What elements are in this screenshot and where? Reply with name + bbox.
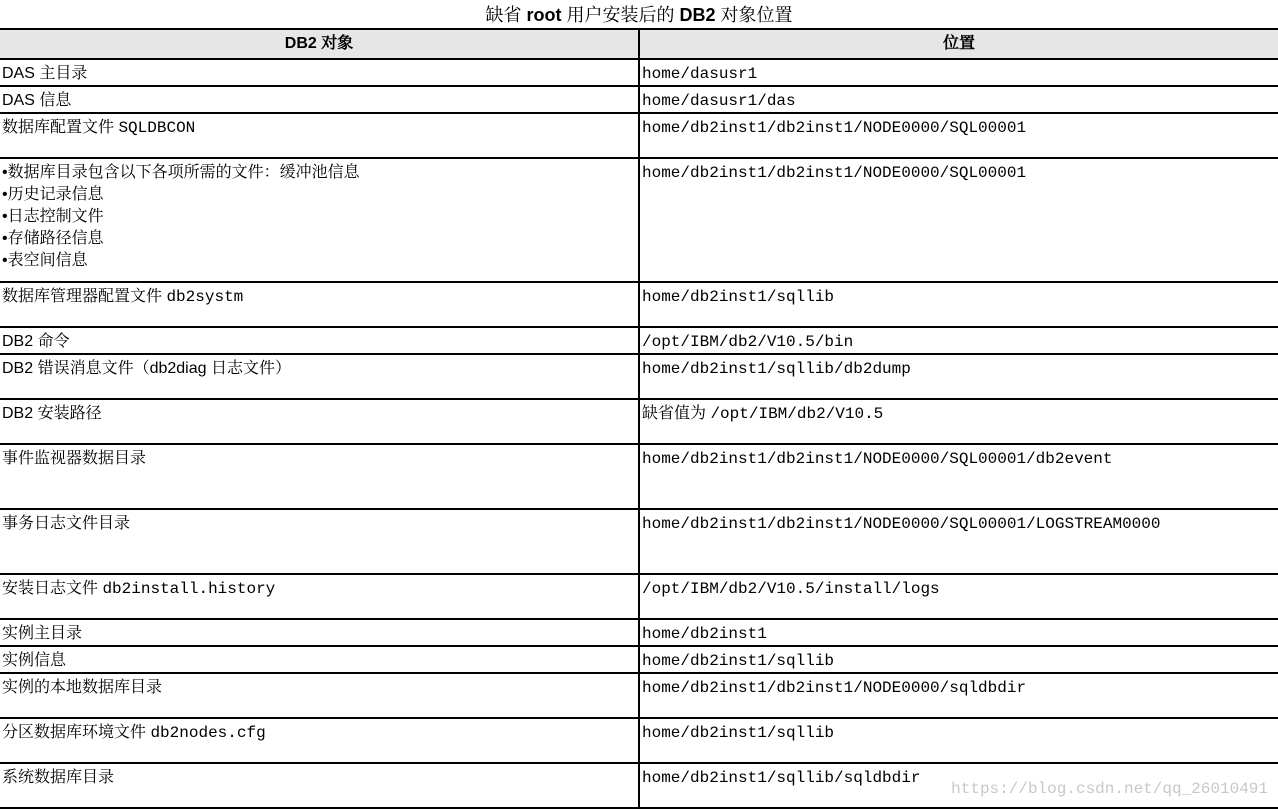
object-cell bbox=[0, 327, 639, 354]
object-cell bbox=[0, 509, 639, 574]
object-text: DAS 信息 bbox=[2, 92, 72, 109]
object-text: 数据库管理器配置文件 bbox=[2, 288, 167, 305]
table-body bbox=[0, 59, 1278, 808]
location-cell bbox=[639, 444, 1278, 509]
table-row bbox=[0, 509, 1278, 574]
object-cell bbox=[0, 718, 639, 763]
object-cell bbox=[0, 59, 639, 86]
location-path: home/db2inst1/sqllib/db2dump bbox=[642, 360, 911, 378]
location-path: /opt/IBM/db2/V10.5/install/logs bbox=[642, 580, 940, 598]
location-cell bbox=[639, 86, 1278, 113]
title-prefix: 缺省 bbox=[485, 5, 527, 25]
object-text: DB2 命令 bbox=[2, 333, 70, 350]
table-row bbox=[0, 59, 1278, 86]
object-text: 数据库配置文件 bbox=[2, 119, 119, 136]
db2-object-table bbox=[0, 28, 1278, 809]
column-header-location: 位置 bbox=[639, 29, 1278, 59]
title-db2: DB2 bbox=[679, 5, 716, 25]
table-row bbox=[0, 646, 1278, 673]
object-cell bbox=[0, 619, 639, 646]
object-cell bbox=[0, 282, 639, 327]
location-path: home/db2inst1/sqllib bbox=[642, 288, 835, 306]
object-text: •日志控制文件 bbox=[2, 208, 104, 225]
object-cell bbox=[0, 763, 639, 808]
object-cell bbox=[0, 158, 639, 282]
location-cell bbox=[639, 509, 1278, 574]
object-text: 实例信息 bbox=[2, 652, 67, 669]
object-cell bbox=[0, 399, 639, 444]
location-path: home/db2inst1/sqllib bbox=[642, 724, 835, 742]
watermark: https://blog.csdn.net/qq_26010491 bbox=[951, 780, 1268, 798]
table-row bbox=[0, 86, 1278, 113]
object-text: DAS 主目录 bbox=[2, 65, 88, 82]
object-cell bbox=[0, 113, 639, 158]
location-cell bbox=[639, 282, 1278, 327]
object-text: 实例主目录 bbox=[2, 625, 83, 642]
object-cell bbox=[0, 86, 639, 113]
table-row bbox=[0, 113, 1278, 158]
location-cell bbox=[639, 113, 1278, 158]
object-text: SQLDBCON bbox=[118, 119, 196, 137]
table-row bbox=[0, 158, 1278, 282]
location-cell bbox=[639, 399, 1278, 444]
table-row bbox=[0, 574, 1278, 619]
table-title bbox=[0, 0, 1278, 28]
location-cell bbox=[639, 619, 1278, 646]
table-row bbox=[0, 444, 1278, 509]
object-text: db2systm bbox=[166, 288, 244, 306]
title-middle: 用户安装后的 bbox=[561, 5, 680, 25]
object-cell bbox=[0, 444, 639, 509]
object-text: DB2 安装路径 bbox=[2, 405, 102, 422]
object-cell bbox=[0, 354, 639, 399]
object-text: 事件监视器数据目录 bbox=[2, 450, 147, 467]
location-path: home/dasusr1/das bbox=[642, 92, 796, 110]
location-cell bbox=[639, 718, 1278, 763]
location-path: home/db2inst1/sqllib bbox=[642, 652, 835, 670]
object-text: 实例的本地数据库目录 bbox=[2, 679, 163, 696]
object-text: 事务日志文件目录 bbox=[2, 515, 131, 532]
location-path: home/db2inst1/db2inst1/NODE0000/SQL00001/LOGSTREAM0000 bbox=[642, 515, 1161, 533]
object-text: 系统数据库目录 bbox=[2, 769, 115, 786]
location-path: home/db2inst1/db2inst1/NODE0000/SQL00001/db2event bbox=[642, 450, 1113, 468]
title-suffix: 对象位置 bbox=[715, 5, 793, 25]
title-root: root bbox=[526, 5, 562, 25]
object-text: •存储路径信息 bbox=[2, 230, 104, 247]
table-row bbox=[0, 718, 1278, 763]
table-row bbox=[0, 354, 1278, 399]
object-text: •表空间信息 bbox=[2, 252, 88, 269]
object-text: DB2 错误消息文件（db2diag 日志文件） bbox=[2, 360, 291, 377]
object-text: 分区数据库环境文件 bbox=[2, 724, 151, 741]
object-cell bbox=[0, 673, 639, 718]
table-row bbox=[0, 327, 1278, 354]
object-text: db2install.history bbox=[102, 580, 276, 598]
location-cell bbox=[639, 673, 1278, 718]
location-cell bbox=[639, 354, 1278, 399]
table-row bbox=[0, 673, 1278, 718]
location-path: home/db2inst1/db2inst1/NODE0000/sqldbdir bbox=[642, 679, 1027, 697]
location-prefix: 缺省值为 bbox=[642, 405, 711, 422]
location-path: home/db2inst1/db2inst1/NODE0000/SQL00001 bbox=[642, 119, 1027, 137]
location-path: /opt/IBM/db2/V10.5 bbox=[710, 405, 884, 423]
object-text: 安装日志文件 bbox=[2, 580, 103, 597]
object-cell bbox=[0, 574, 639, 619]
column-header-object: DB2 对象 bbox=[0, 29, 639, 59]
location-cell bbox=[639, 646, 1278, 673]
table-row bbox=[0, 282, 1278, 327]
object-text: db2nodes.cfg bbox=[150, 724, 266, 742]
location-path: home/db2inst1/db2inst1/NODE0000/SQL00001 bbox=[642, 164, 1027, 182]
location-cell bbox=[639, 327, 1278, 354]
location-cell bbox=[639, 158, 1278, 282]
location-path: home/db2inst1 bbox=[642, 625, 767, 643]
table-row bbox=[0, 399, 1278, 444]
object-text: •数据库目录包含以下各项所需的文件：缓冲池信息 bbox=[2, 164, 360, 181]
table-row bbox=[0, 619, 1278, 646]
location-path: home/dasusr1 bbox=[642, 65, 758, 83]
object-text: •历史记录信息 bbox=[2, 186, 104, 203]
object-cell bbox=[0, 646, 639, 673]
location-cell bbox=[639, 574, 1278, 619]
location-path: /opt/IBM/db2/V10.5/bin bbox=[642, 333, 854, 351]
location-cell bbox=[639, 59, 1278, 86]
location-path: home/db2inst1/sqllib/sqldbdir bbox=[642, 769, 921, 787]
header-row bbox=[0, 29, 1278, 59]
